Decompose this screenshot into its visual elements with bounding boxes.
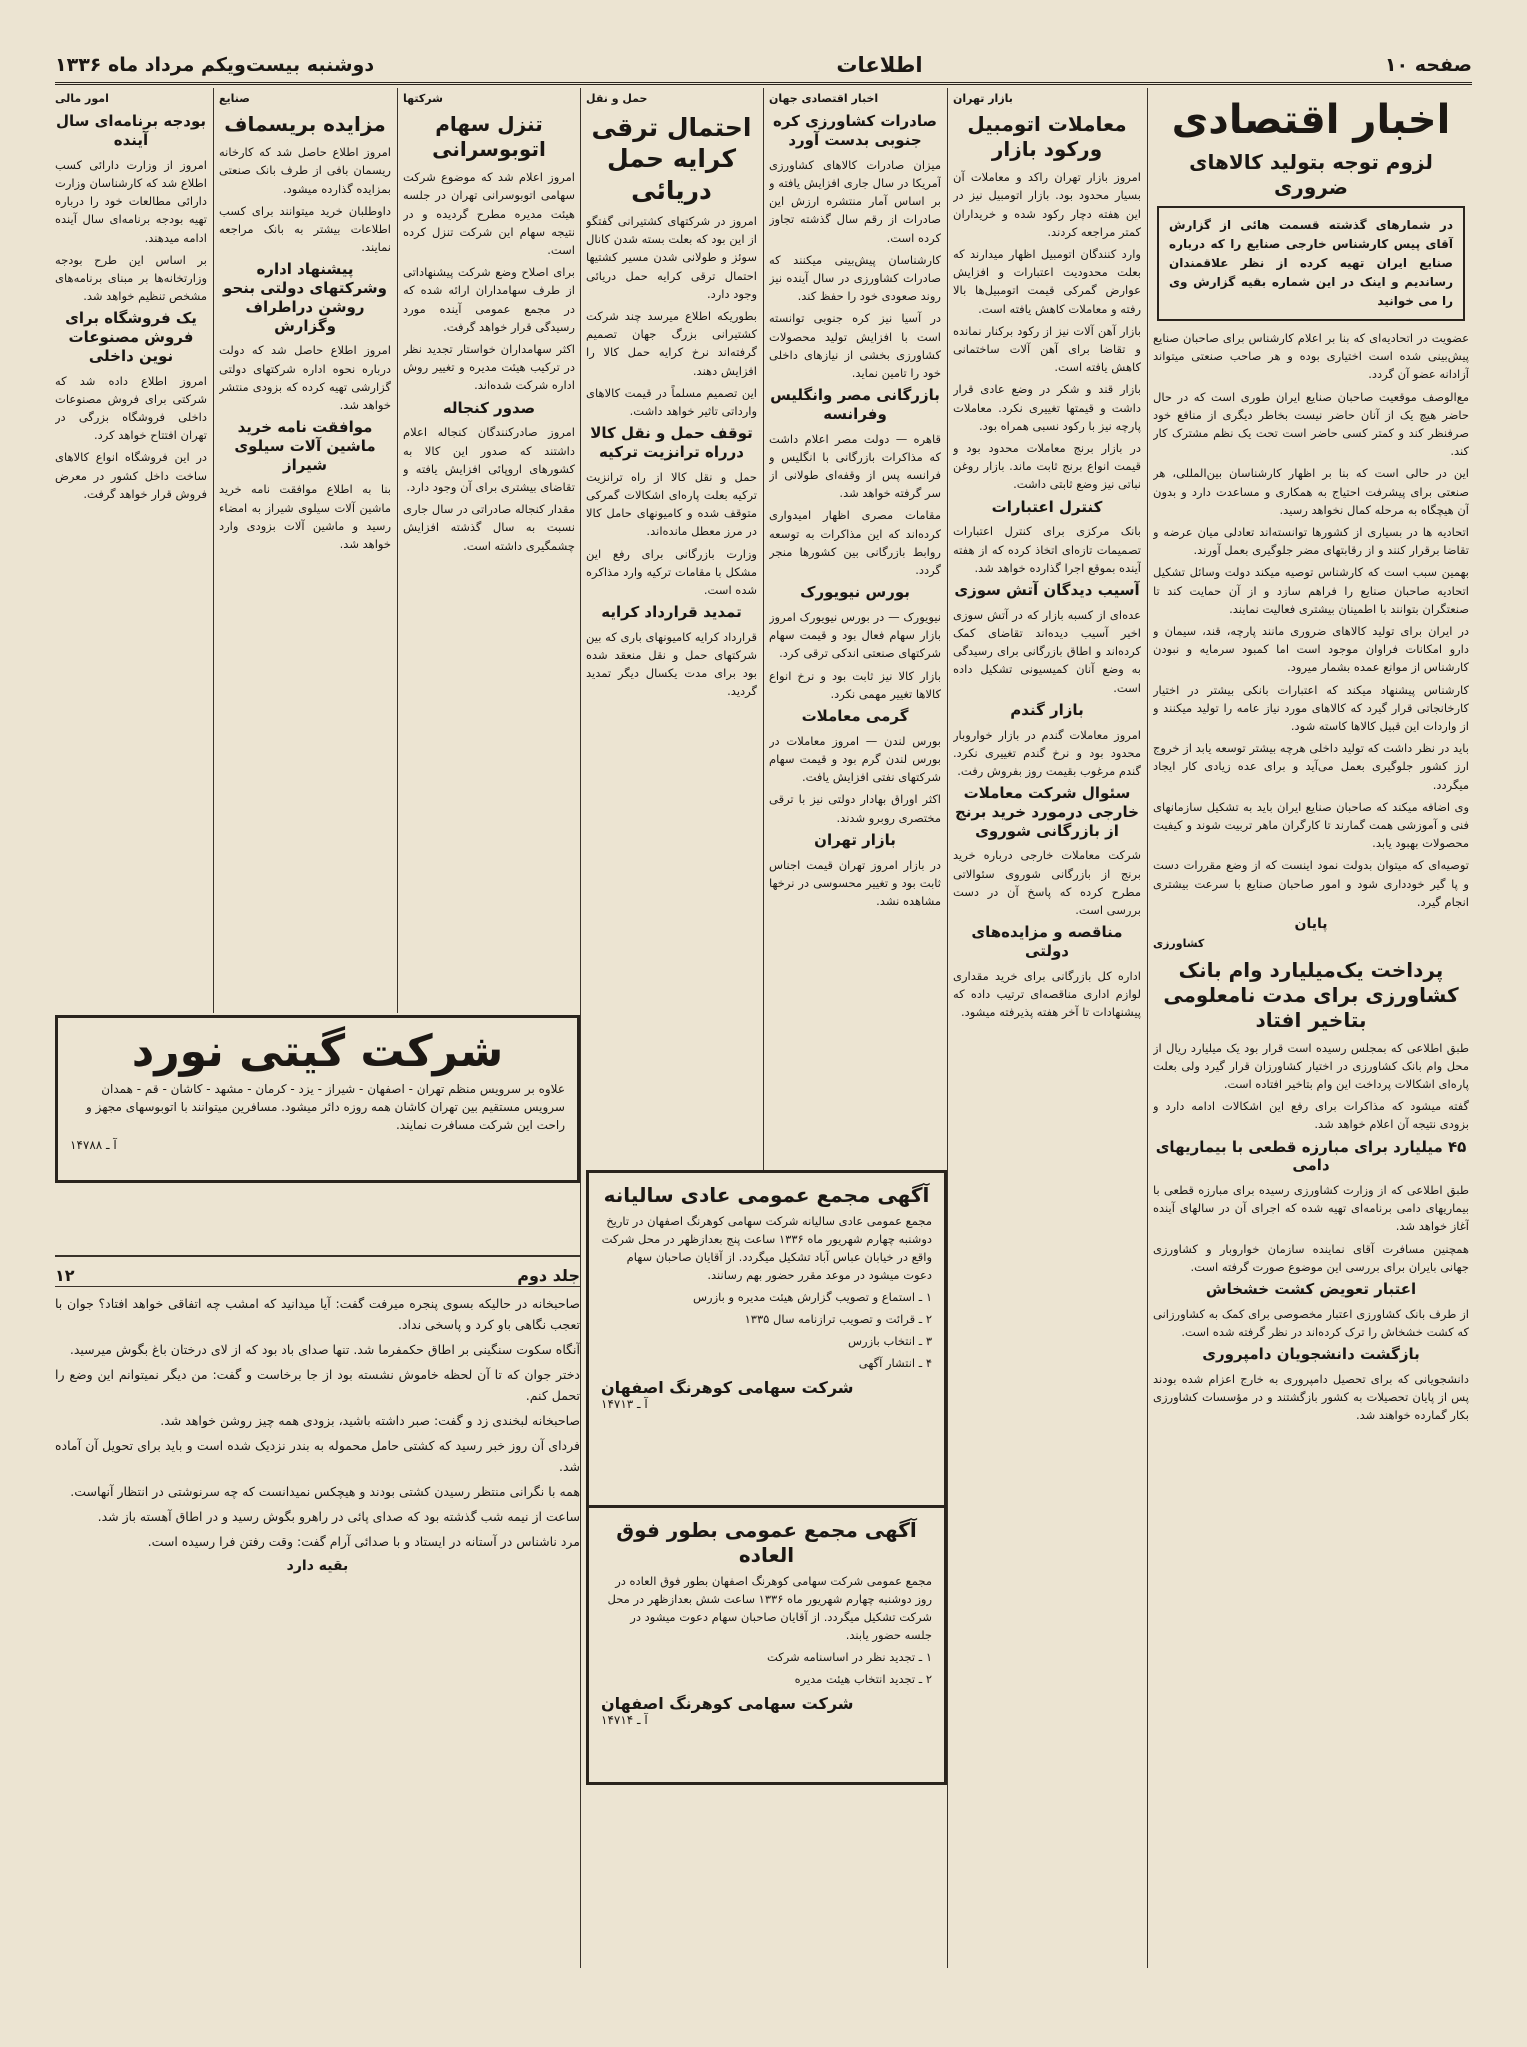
- subheadline: اعتبار تعویض کشت خشخاش: [1205, 1280, 1417, 1299]
- agenda-item: ۳ ـ انتخاب بازرس: [848, 1334, 932, 1348]
- serial-header: [55, 1265, 580, 1287]
- paragraph: در بازار برنج معاملات محدود بود و قیمت انواع برنج ثابت ماند. بازار روغن نباتی نیز وضع ثابتی داشت.: [953, 441, 1141, 492]
- paragraph: صاحبخانه در حالیکه بسوی پنجره میرفت گفت: آیا میدانید که امشب چه اتفاقی خواهد افتاد؟ جوان با تعجب نگاهی باو کرد و پاسخی نداد.: [55, 1296, 580, 1332]
- lead-headline: لزوم توجه بتولید کالاهای ضروری: [1189, 150, 1433, 199]
- headline: احتمال ترقی کرایه حمل دریائی: [591, 113, 752, 205]
- paragraph: گفته میشود که مذاکرات برای رفع این اشکالات ادامه دارد و بزودی نتیجه آن اعلام خواهد شد.: [1153, 1099, 1469, 1132]
- paragraph: این تصمیم مسلماً در قیمت کالاهای وارداتی تاثیر خواهد داشت.: [586, 385, 757, 418]
- finance-column: [55, 88, 207, 1003]
- notice-title: آگهی مجمع عمومی بطور فوق العاده: [616, 1518, 917, 1567]
- paragraph: امروز اطلاع حاصل شد که دولت درباره نحوه اداره شرکتهای دولتی گزارشی تهیه کرده که بزودی منتشر خواهد شد.: [219, 343, 391, 413]
- page-number: صفحه ۱۰: [1384, 54, 1472, 76]
- paragraph: توصیه‌ای که میتوان بدولت نمود اینست که از وضع مقررات دست و پا گیر خودداری شود و امور صاحبان صنایع با سرعت بیشتری انجام گیرد.: [1153, 858, 1469, 909]
- paragraph: طبق اطلاعی که بمجلس رسیده است قرار بود یک میلیارد ریال از محل وام بانک کشاورزی در اختیار کشاورزان قرار گیرد ولی بعلت پاره‌ای اشکالات پرداخت این وام بتاخیر افتاده است.: [1153, 1040, 1469, 1091]
- paragraph: همچنین مسافرت آقای نماینده سازمان خواروبار و کشاورزی جهانی بایران برای بررسی این موضوع صورت گرفته است.: [1153, 1241, 1469, 1274]
- section-kicker: صنایع: [219, 92, 250, 105]
- paragraph: اکثر سهامداران خواستار تجدید نظر در ترکیب هیئت مدیره و تغییر روش اداره شرکت شده‌اند.: [403, 342, 575, 393]
- ad-title: شرکت گیتی نورد: [131, 1026, 504, 1077]
- issue-date: دوشنبه بیست‌ویکم مرداد ماه ۱۳۳۶: [55, 54, 375, 76]
- page-header: [55, 48, 1472, 85]
- headline: مزایده بریسماف: [224, 112, 386, 137]
- column-rule: [1147, 88, 1148, 1968]
- paragraph: همه با نگرانی منتظر رسیدن کشتی بودند و هیچکس نمیدانست که چه سرنوشتی در انتظار آنهاست.: [70, 1484, 580, 1499]
- section-rule: [55, 1255, 580, 1257]
- paragraph: بطوریکه اطلاع میرسد چند شرکت کشتیرانی بزرگ جهان تصمیم گرفته‌اند نرخ کرایه حمل کالا را افزایش دهند.: [586, 308, 757, 378]
- paragraph: امروز بازار تهران راکد و معاملات آن بسیار محدود بود. بازار اتومبیل نیز در این هفته دچار رکود شده و خریداران کمتر مراجعه کردند.: [953, 170, 1141, 239]
- paragraph: بر اساس این طرح بودجه وزارتخانه‌ها بر مبنای برنامه‌های مشخص تنظیم خواهد شد.: [55, 252, 207, 304]
- subheadline: سئوال شرکت معاملات خارجی درمورد خرید برنج از بازرگانی شوروی: [955, 784, 1139, 840]
- agenda-item: ۱ ـ تجدید نظر در اساسنامه شرکت: [766, 1650, 932, 1664]
- subheadline: تمدید قرارداد کرایه: [601, 603, 742, 622]
- paragraph: دختر جوان که تا آن لحظه خاموش نشسته بود از جا برخاست و گفت: من دیگر نمیتوانم این وضع را تحمل کنم.: [55, 1367, 580, 1403]
- notice-reference: آ ـ ۱۴۷۱۴: [601, 1713, 648, 1727]
- paragraph: بورس لندن — امروز معاملات در بورس لندن گرم بود و قیمت سهام شرکتهای نفتی افزایش یافت.: [769, 733, 941, 785]
- paragraph: امروز اطلاع حاصل شد که کارخانه ریسمان بافی از طرف بانک صنعتی بمزایده گذارده میشود.: [219, 145, 391, 196]
- serial-number: ۱۲: [55, 1266, 75, 1285]
- serial-story: [55, 1265, 580, 1955]
- paragraph: از طرف بانک کشاورزی اعتبار مخصوصی برای کمک به کشاورزانی که کشت خشخاش را ترک کرده‌اند در نظر گرفته شده است.: [1153, 1306, 1469, 1339]
- paragraph: در این فروشگاه انواع کالاهای ساخت داخل کشور در معرض فروش قرار خواهد گرفت.: [55, 450, 207, 501]
- notice-text: مجمع عمومی شرکت سهامی کوهرنگ اصفهان بطور فوق العاده در روز دوشنبه چهارم شهریور ماه ۱۳۳۶ ساعت شش بعدازظهر در محل شرکت تشکیل میگردد. از آقایان صاحبان سهام دعوت میشود در جلسه حضور یابند.: [607, 1574, 932, 1642]
- headline: پرداخت یک‌میلیارد وام بانک کشاورزی برای مدت نامعلومی بتاخیر افتاد: [1163, 957, 1459, 1032]
- headline: صادرات کشاورزی کره جنوبی بدست آورد: [773, 112, 937, 149]
- column-rule: [213, 88, 214, 1013]
- section-kicker: بازار تهران: [953, 92, 1013, 105]
- paragraph: فردای آن روز خبر رسید که کشتی حامل محموله به بندر نزدیک شده است و باید برای تحویل آن آماده شد.: [55, 1438, 580, 1474]
- serial-footer: بقیه دارد: [286, 1558, 349, 1574]
- transport-column: [586, 88, 757, 1168]
- paragraph: در ایران برای تولید کالاهای ضروری مانند پارچه، قند، سیمان و دارو امکانات فراوان موجود است اما کمبود سرمایه و نبودن کارشناس از موانع عمده بشمار میرود.: [1153, 624, 1469, 675]
- subheadline: مناقصه و مزایده‌های دولتی: [971, 923, 1123, 960]
- paragraph: مع‌الوصف موقعیت صاحبان صنایع ایران طوری است که در حال حاضر هیچ یک از آنان حاضر نیست بخاطر دیگری از منافع خود صرفنظر کند و کمتر کسی حاضر است تحت یک نظم مشترک کار کند.: [1153, 389, 1469, 459]
- headline: تنزل سهام اتوبوسرانی: [432, 112, 546, 162]
- subheadline: توقف حمل و نقل کالا درراه ترانزیت ترکیه: [590, 424, 753, 461]
- ad-text: علاوه بر سرویس منظم تهران - اصفهان - شیراز - یزد - کرمان - مشهد - کاشان - قم - همدان سرویس مستقیم بین تهران کاشان همه روزه دائر میشود. مسافرین میتوانند با اتوبوسهای مجهز و راحت این شرکت مسافرت نمایند.: [86, 1082, 565, 1133]
- subheadline: پیشنهاد اداره وشرکتهای دولتی بنحو روشن دراطراف وگزارش: [223, 260, 387, 335]
- section-kicker: حمل و نقل: [586, 92, 648, 105]
- annual-meeting-notice: [586, 1170, 947, 1508]
- paragraph: امروز در شرکتهای کشتیرانی گفتگو از این بود که بعلت بسته شدن کانال سوئز و طولانی شدن مسیر کشتیها احتمال ترقی کرایه حمل دریائی وجود دارد.: [586, 213, 757, 301]
- paragraph: بانک مرکزی برای کنترل اعتبارات تصمیمات تازه‌ای اتخاذ کرده که از هفته آینده بموقع اجرا گذارده خواهد شد.: [953, 524, 1141, 575]
- paragraph: صاحبخانه لبخندی زد و گفت: صبر داشته باشید، بزودی همه چیز روشن خواهد شد.: [160, 1413, 580, 1428]
- serial-volume: جلد دوم: [517, 1266, 580, 1285]
- ad-reference: آ ـ ۱۴۷۸۸: [70, 1138, 117, 1153]
- agenda-item: ۲ ـ قرائت و تصویب ترازنامه سال ۱۳۳۵: [744, 1312, 932, 1326]
- column-rule: [397, 88, 398, 1013]
- subheadline: ۴۵ میلیارد برای مبارزه قطعی با بیماریهای دامی: [1155, 1137, 1467, 1175]
- column-rule: [763, 88, 764, 1178]
- giti-navard-ad: [55, 1015, 580, 1183]
- paragraph: داوطلبان خرید میتوانند برای کسب اطلاعات بیشتر به بانک مراجعه نمایند.: [219, 203, 391, 255]
- paragraph: بازار آهن آلات نیز از رکود برکنار نمانده و تقاضا برای آهن آلات ساختمانی کاهش یافته است.: [953, 323, 1141, 375]
- paragraph: وی اضافه میکند که صاحبان صنایع ایران باید به تشکیل سازمانهای فنی و آموزشی همت گمارند تا کارگران ماهر تربیت شوند و کیفیت محصولات بهبود یابد.: [1153, 799, 1469, 851]
- paragraph: نیویورک — در بورس نیویورک امروز بازار سهام فعال بود و قیمت سهام شرکتهای صنعتی اندکی ترقی کرد.: [769, 610, 941, 661]
- subheadline: گرمی معاملات: [801, 707, 909, 726]
- subheadline: بازار گندم: [1010, 700, 1084, 719]
- headline: بودجه برنامه‌ای سال آینده: [56, 112, 206, 149]
- paragraph: طبق اطلاعی که از وزارت کشاورزی رسیده برای مبارزه قطعی با بیماریهای دامی برنامه‌ای تهیه شده که اجرای آن در سالهای آینده آغاز خواهد شد.: [1153, 1183, 1469, 1234]
- paragraph: اداره کل بازرگانی برای خرید مقداری لوازم اداری مناقصه‌ای ترتیب داده که پیشنهادات تا آخر هفته پذیرفته میشود.: [953, 968, 1141, 1020]
- paragraph: مقدار کنجاله صادراتی در سال جاری نسبت به سال گذشته افزایش چشمگیری داشته است.: [403, 502, 575, 553]
- paragraph: عضویت در اتحادیه‌ای که بنا بر اعلام کارشناس برای صاحبان صنایع پیش‌بینی شده است اختیاری بوده و هر صاحب صنعتی میتواند آزادانه عضو آن گردد.: [1153, 331, 1469, 382]
- paragraph: ساعت از نیمه شب گذشته بود که صدای پائی در راهرو بگوش رسید و در اطاق آهسته باز شد.: [97, 1509, 580, 1524]
- economic-news-column: [1153, 88, 1469, 1958]
- paragraph: عده‌ای از کسبه بازار که در آتش سوزی اخیر آسیب دیده‌اند تقاضای کمک کرده‌اند و اطاق بازرگانی برای رسیدگی به وضع آنان کمیسیونی تشکیل داده است.: [953, 607, 1141, 695]
- column-rule: [947, 88, 948, 1968]
- subheadline: بازار تهران: [814, 830, 896, 849]
- tehran-market-column: [953, 88, 1141, 1958]
- paragraph: دانشجویانی که برای تحصیل دامپروری به خارج اعزام شده بودند پس از پایان تحصیلات به کشور بازگشتند و در مؤسسات کشاورزی بکار گمارده خواهند شد.: [1153, 1371, 1469, 1423]
- agenda-item: ۴ ـ انتشار آگهی: [858, 1356, 932, 1370]
- paragraph: امروز معاملات گندم در بازار خواروبار محدود بود و نرخ گندم تغییری نکرد. گندم مرغوب بقیمت روز بفروش رفت.: [953, 727, 1141, 778]
- extraordinary-meeting-notice: [586, 1505, 947, 1785]
- agenda-item: ۱ ـ استماع و تصویب گزارش هیئت مدیره و بازرس: [692, 1290, 932, 1304]
- paper-name: اطلاعات: [836, 53, 923, 77]
- subheadline: صدور کنجاله: [442, 398, 536, 417]
- world-economy-column: [769, 88, 941, 1168]
- paragraph: باید در نظر داشت که تولید داخلی هرچه بیشتر توسعه یابد از خروج ارز کشور جلوگیری بعمل می‌آید و برای عده زیادی کار ایجاد میگردد.: [1153, 741, 1469, 792]
- subheadline: آسیب دیدگان آتش سوزی: [954, 581, 1140, 600]
- lead-summary-box: در شمارهای گذشته قسمت هائی از گزارش آقای پیس کارشناس خارجی صنایع را که درباره صنایع ایران تهیه کرده از نظر علاقمندان رساندیم و اینک در این شماره بقیه گزارش وی را می خوانید: [1157, 206, 1465, 321]
- paragraph: وزارت بازرگانی برای رفع این مشکل با مقامات ترکیه وارد مذاکره شده است.: [586, 546, 757, 597]
- subheadline: کنترل اعتبارات: [991, 497, 1103, 516]
- subheadline: بازرگانی مصر وانگلیس وفرانسه: [770, 386, 940, 423]
- paragraph: در بازار امروز تهران قیمت اجناس ثابت بود و تغییر محسوسی در نرخها مشاهده نشد.: [769, 857, 941, 908]
- paragraph: میزان صادرات کالاهای کشاورزی آمریکا در سال جاری افزایش یافته و بر اساس آمار منتشره ارزش این صادرات از رقم سال گذشته تجاوز کرده است.: [769, 157, 941, 245]
- subheadline: بورس نیویورک: [800, 583, 910, 602]
- lead-article-body: [1153, 329, 1469, 911]
- section-kicker: کشاورزی: [1153, 937, 1205, 951]
- agenda-item: ۲ ـ تجدید انتخاب هیئت مدیره: [794, 1672, 932, 1686]
- paragraph: بازار کالا نیز ثابت بود و نرخ انواع کالاها تغییر مهمی نکرد.: [769, 668, 941, 701]
- paragraph: قاهره — دولت مصر اعلام داشت که مذاکرات بازرگانی با انگلیس و فرانسه پس از وقفه‌ای طولانی از سر گرفته خواهد شد.: [769, 431, 941, 501]
- paragraph: کارشناسان پیش‌بینی میکنند که صادرات کشاورزی در سال آینده نیز روند صعودی خود را حفظ کند.: [769, 252, 941, 304]
- notice-title: آگهی مجمع عمومی عادی سالیانه: [603, 1183, 930, 1207]
- section-kicker: امور مالی: [55, 92, 109, 105]
- companies-column: [403, 88, 575, 1003]
- paragraph: آنگاه سکوت سنگینی بر اطاق حکمفرما شد. تنها صدای باد بود که از لای درختان باغ بگوش میرسید.: [69, 1342, 580, 1357]
- paragraph: قرارداد کرایه کامیونهای باری که بین شرکتهای حمل و نقل منعقد شده بود برای مدت یکسال دیگر تمدید گردید.: [586, 629, 757, 699]
- headline: معاملات اتومبیل ورکود بازار: [967, 112, 1127, 162]
- paragraph: امروز اعلام شد که موضوع شرکت سهامی اتوبوسرانی تهران در جلسه هیئت مدیره مطرح گردیده و در نتیجه سهام این شرکت تنزل کرده است.: [403, 170, 575, 258]
- industry-column: [219, 88, 391, 1003]
- paragraph: برای اصلاح وضع شرکت پیشنهاداتی از طرف سهامداران ارائه شده که در مجمع عمومی آینده مورد رسیدگی قرار خواهد گرفت.: [403, 265, 575, 334]
- paragraph: وارد کنندگان اتومبیل اظهار میدارند که بعلت محدودیت اعتبارات و افزایش عوارض گمرکی قیمت اتومبیل‌ها بالا رفته و معاملات کاهش یافته است.: [953, 247, 1141, 316]
- paragraph: امروز اطلاع داده شد که شرکتی برای فروش مصنوعات داخلی فروشگاه بزرگی در تهران افتتاح خواهد کرد.: [55, 373, 207, 443]
- paragraph: اتحادیه ها در بسیاری از کشورها توانسته‌اند تعادلی میان عرضه و تقاضا برقرار کنند و از رقابتهای مضر جلوگیری بعمل آورند.: [1153, 525, 1469, 558]
- paragraph: مرد ناشناس در آستانه در ایستاد و با صدائی آرام گفت: وقت رفتن فرا رسیده است.: [147, 1534, 580, 1549]
- paragraph: مقامات مصری اظهار امیدواری کرده‌اند که این مذاکرات به توسعه روابط بازرگانی بین کشورها منجر گردد.: [769, 508, 941, 578]
- article-end: پایان: [1294, 916, 1328, 933]
- paragraph: امروز صادرکنندگان کنجاله اعلام داشتند که صدور این کالا به کشورهای اروپائی افزایش یافته و تقاضای بیشتری برای آن وجود دارد.: [403, 425, 575, 494]
- paragraph: در آسیا نیز کره جنوبی توانسته است با افزایش تولید محصولات کشاورزی بخشی از نیازهای داخلی خود را تامین نماید.: [769, 311, 941, 380]
- subheadline: بازگشت دانشجویان دامپروری: [1202, 1345, 1420, 1364]
- notice-signature: شرکت سهامی کوهرنگ اصفهان: [601, 1694, 854, 1713]
- paragraph: کارشناس پیشنهاد میکند که اعتبارات بانکی بیشتر در اختیار کارخانجاتی قرار گیرد که کالاهای مورد نیاز عامه را تولید میکنند و از واردات این قبیل کالاها کاسته شود.: [1153, 682, 1469, 734]
- paragraph: شرکت معاملات خارجی درباره خرید برنج از بازرگانی شوروی سئوالاتی مطرح کرده که پاسخ آن در دست بررسی است.: [953, 848, 1141, 917]
- paragraph: امروز از وزارت دارائی کسب اطلاع شد که کارشناسان وزارت دارائی مطالعات خود را درباره تهیه بودجه برنامه‌ای سال آینده ادامه میدهند.: [55, 157, 207, 245]
- subheadline: یک فروشگاه برای فروش مصنوعات نوین داخلی: [65, 309, 197, 365]
- notice-reference: آ ـ ۱۴۷۱۳: [601, 1397, 648, 1411]
- section-title: اخبار اقتصادی: [1171, 97, 1451, 143]
- section-kicker: اخبار اقتصادی جهان: [769, 92, 879, 105]
- paragraph: بازار قند و شکر در وضع عادی قرار داشت و قیمتها تغییری نکرد. معاملات پارچه نیز با رکود نسبی همراه بود.: [953, 382, 1141, 433]
- paragraph: اکثر اوراق بهادار دولتی نیز با ترقی مختصری روبرو شدند.: [769, 792, 941, 825]
- paragraph: این در حالی است که بنا بر اظهار کارشناسان بین‌المللی، هر صنعتی برای پیشرفت احتیاج به همکاری و مساعدت دارد و بدون آن هیچگاه به مرحله کمال نخواهد رسید.: [1153, 466, 1469, 517]
- notice-text: مجمع عمومی عادی سالیانه شرکت سهامی کوهرنگ اصفهان در تاریخ دوشنبه چهارم شهریور ماه ۱۳۳۶ ساعت پنج بعدازظهر در محل شرکت واقع در خیابان عباس آباد تشکیل میگردد. از آقایان صاحبان سهام دعوت میشود در موعد مقرر حضور بهم رسانند.: [601, 1214, 932, 1282]
- paragraph: بنا به اطلاع موافقت نامه خرید ماشین آلات سیلوی شیراز به امضاء رسید و ماشین آلات بزودی وارد خواهد شد.: [219, 482, 391, 552]
- subheadline: موافقت نامه خرید ماشین آلات سیلوی شیراز: [234, 418, 376, 474]
- notice-signature: شرکت سهامی کوهرنگ اصفهان: [601, 1378, 854, 1397]
- column-rule: [580, 88, 581, 1968]
- paragraph: حمل و نقل کالا از راه ترانزیت ترکیه بعلت پاره‌ای اشکالات گمرکی متوقف شده و کامیونهای حامل کالا در مرز معطل مانده‌اند.: [586, 469, 757, 539]
- section-kicker: شرکتها: [403, 92, 443, 105]
- paragraph: بهمین سبب است که کارشناس توصیه میکند دولت وسائل تشکیل اتحادیه صاحبان صنایع را فراهم سازد و از آن حمایت کند تا صنعتگران بتوانند با اطمینان بیشتری فعالیت نمایند.: [1153, 565, 1469, 616]
